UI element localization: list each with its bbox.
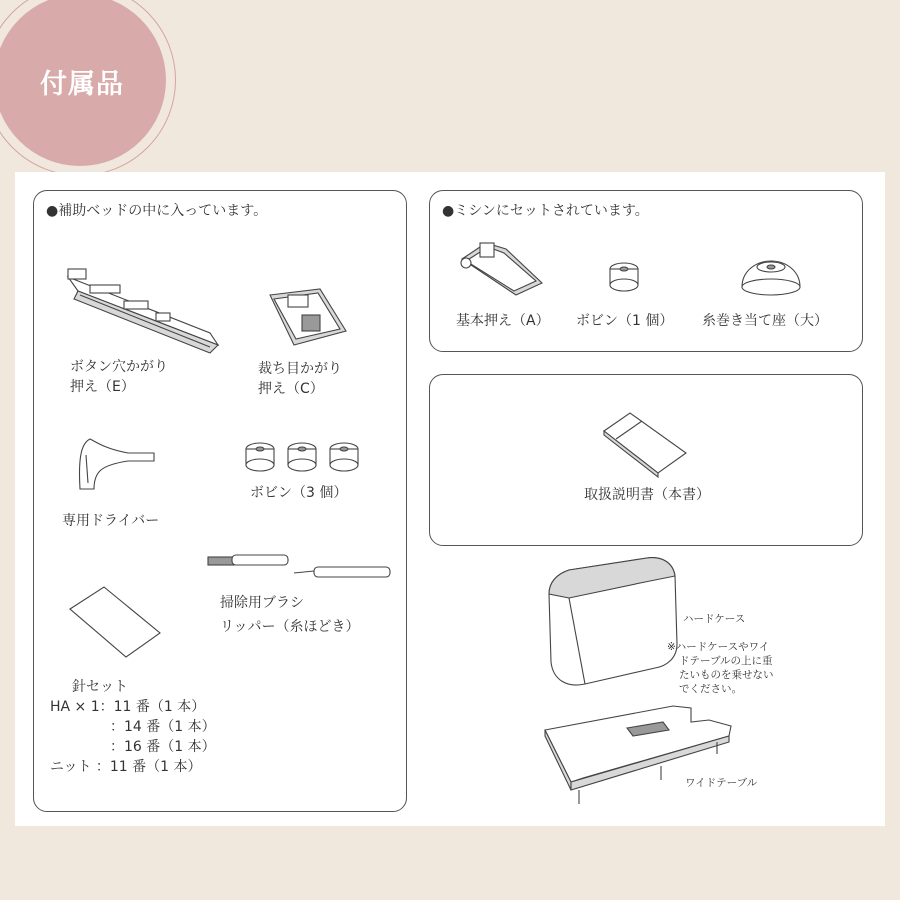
hard-case-note-line: ※ハードケースやワイ [667,641,770,653]
hard-case-note-line: ドテーブルの上に重 [679,655,773,667]
presser-foot-a-illustration [456,239,546,299]
spool-cap-illustration [736,253,806,301]
manual-illustration [600,409,690,475]
ripper-label: リッパー（糸ほどき） [220,619,360,635]
auxiliary-bed-header: ●補助ベッドの中に入っています。 [46,203,268,219]
buttonhole-foot-label-line1: ボタン穴かがり [70,359,168,375]
bobbins-3-illustration [240,439,360,479]
hard-case-note-line: でください。 [679,683,742,695]
wide-table-illustration [541,700,741,812]
basic-foot-label: 基本押え（A） [456,313,550,329]
needle-set-illustration [64,585,164,661]
overcast-foot-label-line2: 押え（C） [258,381,324,397]
hard-case-label: ハードケース [683,613,746,625]
brush-label: 掃除用ブラシ [220,595,304,611]
machine-set-header: ●ミシンにセットされています。 [442,203,649,219]
brush-ripper-illustration [204,553,394,583]
manual-box [429,374,863,546]
needle-set-line: HA × 1：11 番（1 本） [50,699,206,715]
bobbin-1-label: ボビン（1 個） [576,313,674,329]
needle-set-title: 針セット [72,679,128,695]
page-title: 付属品 [40,69,124,100]
accessories-sheet [15,172,885,826]
manual-label: 取扱説明書（本書） [584,487,710,503]
screwdriver-illustration [72,435,162,495]
wide-table-label: ワイドテーブル [685,777,758,789]
overcast-foot-illustration [260,285,350,349]
needle-set-line: ：16 番（1 本） [110,739,216,755]
bobbins-3-label: ボビン（3 個） [250,485,348,501]
needle-set-line: ニット ：11 番（1 本） [50,759,202,775]
bobbin-1-illustration [606,261,642,297]
hard-case-note-line: たいものを乗せない [679,669,774,681]
hard-case-illustration [545,554,685,694]
buttonhole-foot-label-line2: 押え（E） [70,379,135,395]
screwdriver-label: 専用ドライバー [62,513,160,529]
machine-set-box [429,190,863,352]
overcast-foot-label-line1: 裁ち目かがり [258,361,342,377]
needle-set-line: ：14 番（1 本） [110,719,216,735]
spool-cap-label: 糸巻き当て座（大） [702,313,828,329]
auxiliary-bed-box [33,190,407,812]
buttonhole-foot-illustration [60,265,220,355]
